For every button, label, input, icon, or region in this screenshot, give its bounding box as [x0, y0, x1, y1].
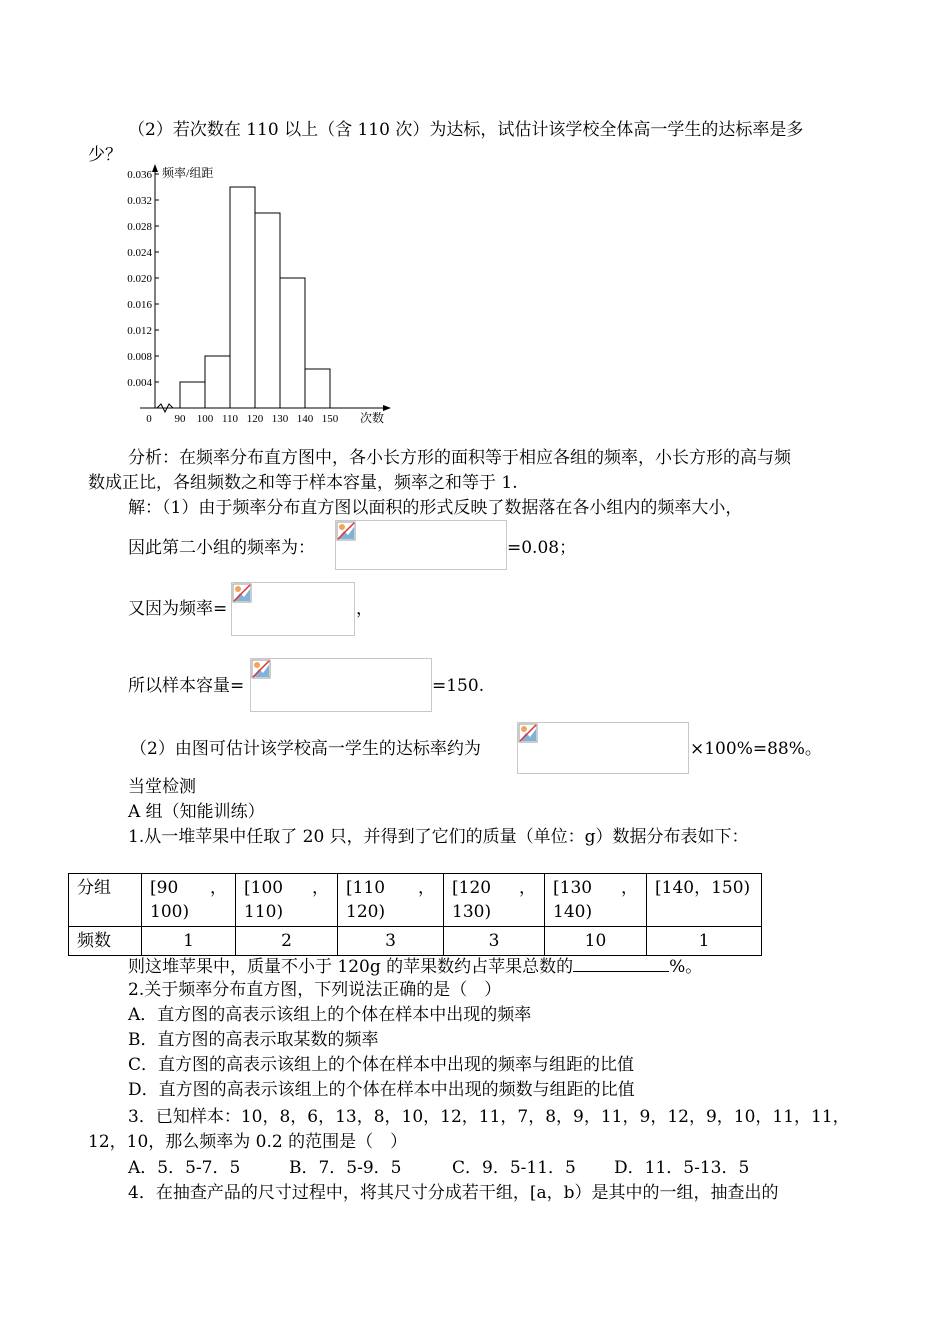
problem-3-line2: 12，10，那么频率为 0.2 的范围是（ ）: [88, 1132, 408, 1152]
table-cell-count-1: 1: [142, 927, 236, 956]
problem-3-option-c: C．9．5-11．5: [452, 1158, 576, 1178]
x-tick-label: 90: [174, 413, 186, 425]
y-tick-label: 0.008: [127, 351, 152, 363]
problem-2-option-a: A．直方图的高表示该组上的个体在样本中出现的频率: [128, 1005, 532, 1025]
table-header-group: 分组: [69, 874, 142, 927]
y-tick-label: 0.016: [127, 299, 152, 311]
histogram-bar-130-140: [280, 278, 305, 408]
histogram-x-ticks: [146, 413, 339, 425]
y-tick-label: 0.032: [127, 195, 152, 207]
solution-line1: 解：（1）由于频率分布直方图以面积的形式反映了数据落在各小组内的频率大小，: [128, 498, 743, 518]
problem-2-option-d: D．直方图的高表示该组上的个体在样本中出现的频数与组距的比值: [128, 1080, 635, 1100]
histogram-bar-120-130: [255, 213, 280, 408]
x-tick-label: 100: [196, 413, 214, 425]
x-tick-label: 0: [146, 413, 152, 425]
x-tick-label: 120: [246, 413, 264, 425]
table-cell-group-4: [120 ， 130): [444, 874, 545, 927]
analysis-line1: 分析：在频率分布直方图中，各小长方形的面积等于相应各组的频率，小长方形的高与频: [128, 448, 791, 468]
problem-3-option-a: A．5．5-7．5: [128, 1158, 241, 1178]
table-cell-count-6: 1: [647, 927, 762, 956]
sample-size-result: =150.: [432, 676, 485, 696]
x-tick-label: 150: [321, 413, 339, 425]
table-row-groups: [69, 874, 762, 927]
x-tick-label: 110: [221, 413, 239, 425]
x-tick-label: 130: [271, 413, 289, 425]
table-cell-group-6: [140，150): [647, 874, 762, 927]
formula-image-frequency: [335, 520, 507, 570]
histogram-bar-90-100: [180, 382, 205, 408]
apple-weight-table: [68, 873, 762, 956]
group-a-title: A 组（知能训练）: [128, 802, 265, 822]
table-cell-count-2: 2: [236, 927, 338, 956]
formula-image-sample: [250, 658, 432, 712]
y-tick-label: 0.036: [127, 169, 152, 181]
problem-3-option-d: D．11．5-13．5: [614, 1158, 750, 1178]
formula-image-rate: [517, 722, 689, 774]
broken-image-icon: [518, 723, 538, 743]
ratio-comma: ，: [356, 599, 373, 619]
problem-3-option-b: B．7．5-9．5: [289, 1158, 402, 1178]
y-tick-label: 0.024: [127, 247, 152, 259]
frequency-histogram: [100, 160, 400, 430]
problem-2-text: 2.关于频率分布直方图，下列说法正确的是（ ）: [128, 980, 502, 1000]
y-tick-label: 0.012: [127, 325, 152, 337]
problem-4-text: 4．在抽查产品的尺寸过程中，将其尺寸分成若干组，[a，b）是其中的一组，抽查出的: [128, 1183, 779, 1203]
problem-2-option-b: B．直方图的高表示取某数的频率: [128, 1030, 379, 1050]
x-tick-label: 140: [296, 413, 314, 425]
histogram-y-arrow: [152, 164, 158, 172]
frequency-equals-text: 又因为频率=: [128, 599, 228, 619]
y-tick-label: 0.028: [127, 221, 152, 233]
y-tick-label: 0.020: [127, 273, 152, 285]
table-cell-group-1: [90 ， 100): [142, 874, 236, 927]
histogram-y-label: 频率/组距: [162, 166, 214, 180]
histogram-bars: [180, 187, 330, 408]
problem-3-line1: 3．已知样本：10，8，6，13，8，10，12，11，7，8，9，11，9，12，9，10，11，11，: [128, 1107, 850, 1127]
question-2-line2: 少？: [88, 145, 122, 165]
histogram-x-label: 次数: [360, 411, 385, 425]
broken-image-icon: [251, 659, 271, 679]
problem-2-option-c: C．直方图的高表示该组上的个体在样本中出现的频率与组距的比值: [128, 1055, 635, 1075]
histogram-bar-140-150: [305, 369, 330, 408]
broken-image-icon: [336, 521, 356, 541]
answer-blank[interactable]: [573, 953, 669, 972]
table-row-counts: [69, 927, 762, 956]
broken-image-icon: [232, 583, 252, 603]
problem-1-text: 1.从一堆苹果中任取了 20 只，并得到了它们的质量（单位：g）数据分布表如下：: [128, 827, 749, 847]
analysis-line2: 数成正比，各组频数之和等于样本容量，频率之和等于 1.: [88, 473, 518, 493]
table-cell-count-3: 3: [338, 927, 444, 956]
table-cell-group-2: [100 ， 110): [236, 874, 338, 927]
histogram-bar-100-110: [205, 356, 230, 408]
table-cell-count-4: 3: [444, 927, 545, 956]
table-cell-group-5: [130 ， 140): [545, 874, 647, 927]
table-cell-group-3: [110 ， 120): [338, 874, 444, 927]
pass-rate-text: （2）由图可估计该学校高一学生的达标率约为: [130, 739, 481, 759]
problem-1-question: 则这堆苹果中，质量不小于 120g 的苹果数约占苹果总数的 %。: [128, 953, 702, 979]
question-2-line1: （2）若次数在 110 以上（含 110 次）为达标，试估计该学校全体高一学生的达标率是多: [128, 120, 804, 140]
table-header-count: 频数: [69, 927, 142, 956]
sample-size-text: 所以样本容量=: [128, 676, 245, 696]
histogram-x-arrow: [383, 405, 391, 411]
table-cell-count-5: 10: [545, 927, 647, 956]
y-tick-label: 0.004: [127, 377, 152, 389]
histogram-bar-110-120: [230, 187, 255, 408]
second-group-frequency-text: 因此第二小组的频率为：: [128, 538, 315, 558]
histogram-y-ticks: [127, 169, 159, 389]
formula-image-ratio: [231, 582, 355, 636]
pass-rate-result: ×100%=88%。: [690, 739, 822, 759]
frequency-result: =0.08；: [507, 538, 577, 558]
section-title: 当堂检测: [128, 777, 196, 797]
